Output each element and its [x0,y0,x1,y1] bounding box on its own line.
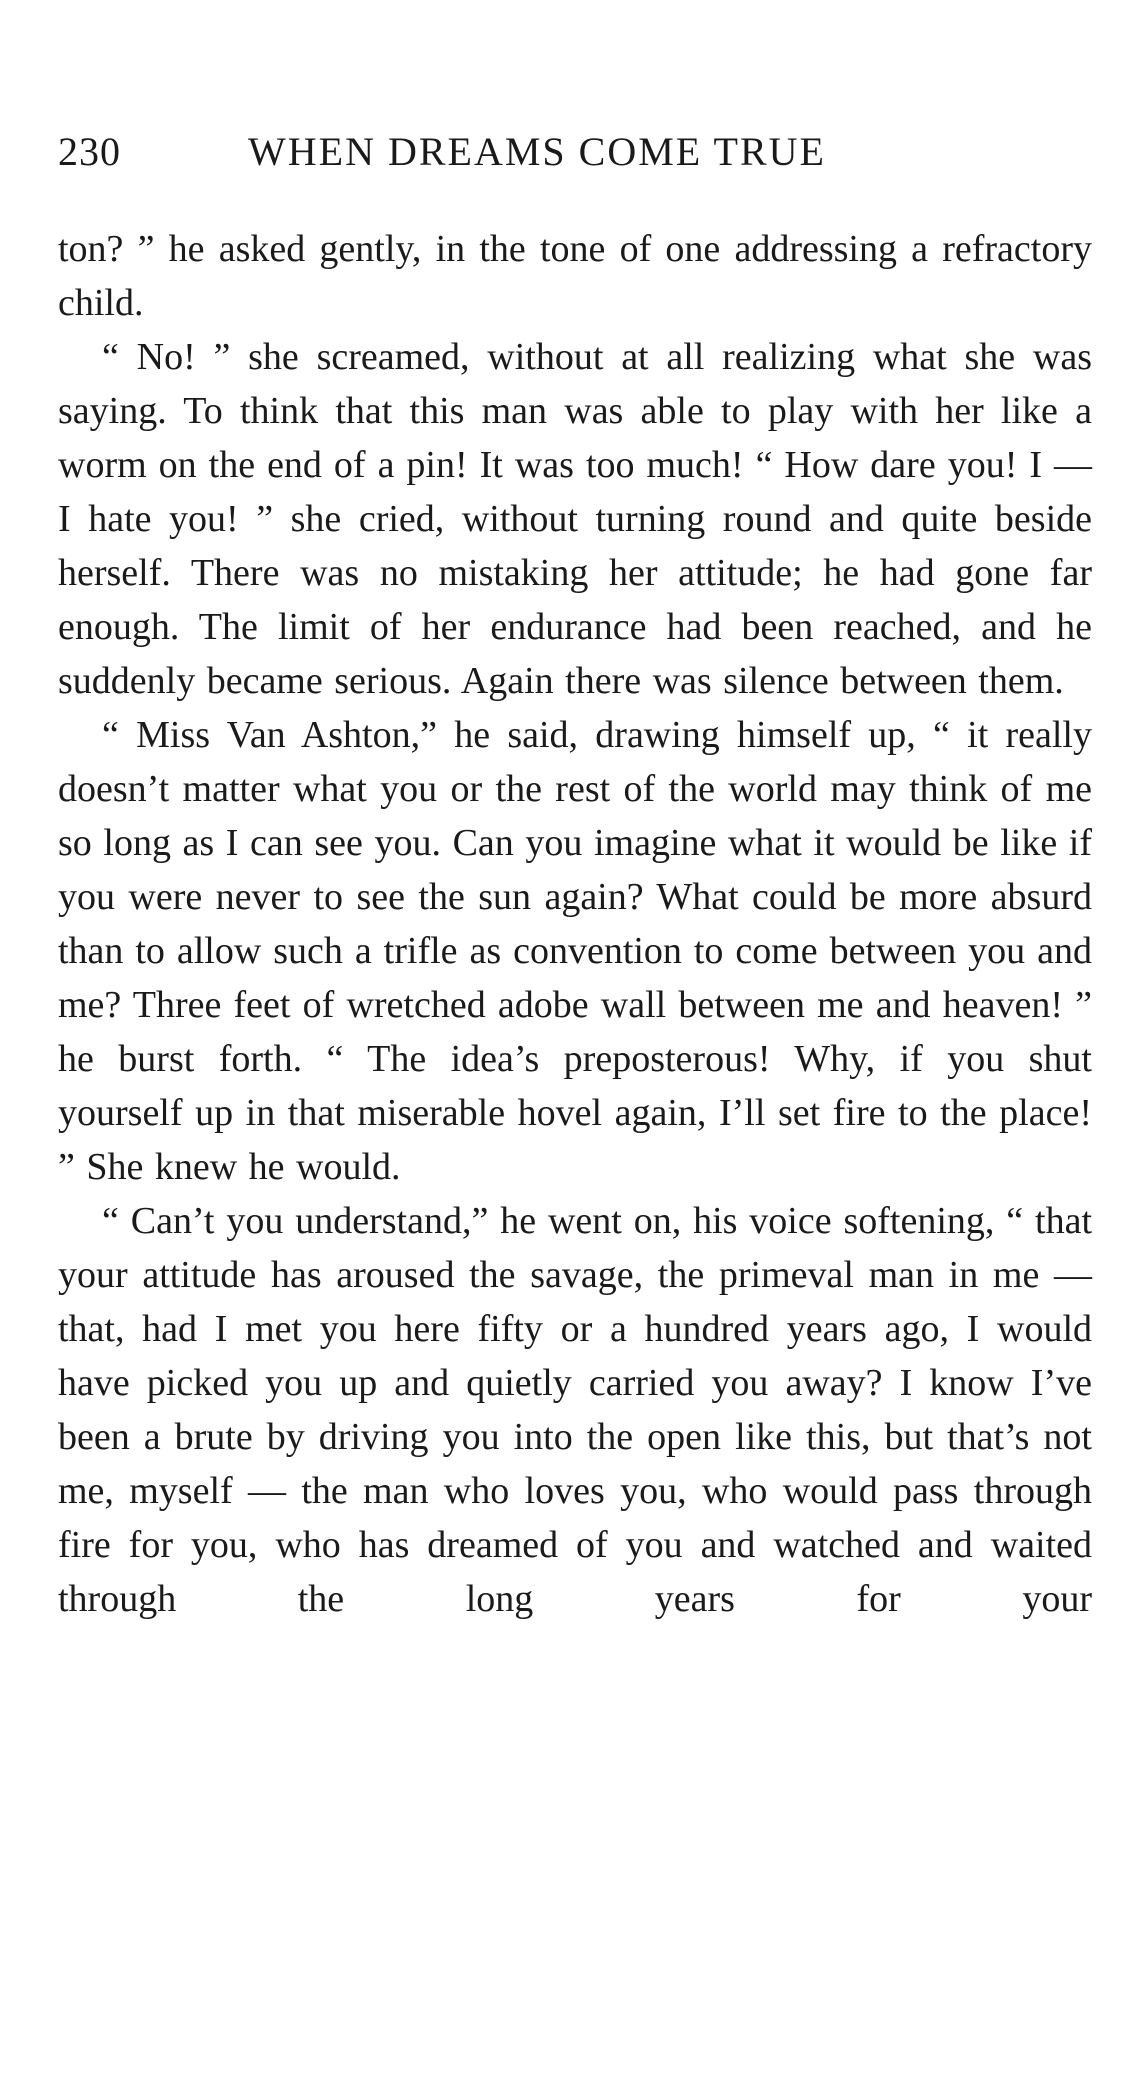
paragraph: “ Can’t you understand,” he went on, his voice softening, “ that your attitude has aroused the savage, the primeval man in me — that, had I met you here fifty or a hundred years ago, I would have picked you up and quietly carried you away? I know I’ve been a brute by driving you into the open like this, but that’s not me, myself — the man who loves you, who would pass through fire for you, who has dreamed of you and watched and waited through the long years for your [58,1200,1092,1620]
body-text [58,222,1092,1626]
paragraph-continuation: ton? ” he asked gently, in the tone of one addressing a refractory child. [58,228,1092,324]
page-number: 230 [58,129,121,174]
paragraph: “ No! ” she screamed, without at all realizing what she was saying. To think that this man was able to play with her like a worm on the end of a pin! It was too much! “ How dare you! I — I hate you! ” she cried, without turning round and quite beside herself. There was no mistaking her attitude; he had gone far enough. The limit of her endurance had been reached, and he suddenly became serious. Again there was silence between them. [58,336,1092,702]
running-header [58,128,1092,188]
paragraph: “ Miss Van Ashton,” he said, drawing himself up, “ it really doesn’t matter what you or the rest of the world may think of me so long as I can see you. Can you imagine what it would be like if you were never to see the sun again? What could be more absurd than to allow such a trifle as convention to come between you and me? Three feet of wretched adobe wall between me and heaven! ” he burst forth. “ The idea’s preposterous! Why, if you shut yourself up in that miserable hovel again, I’ll set fire to the place! ” She knew he would. [58,714,1092,1188]
running-title: WHEN DREAMS COME TRUE [248,129,826,174]
